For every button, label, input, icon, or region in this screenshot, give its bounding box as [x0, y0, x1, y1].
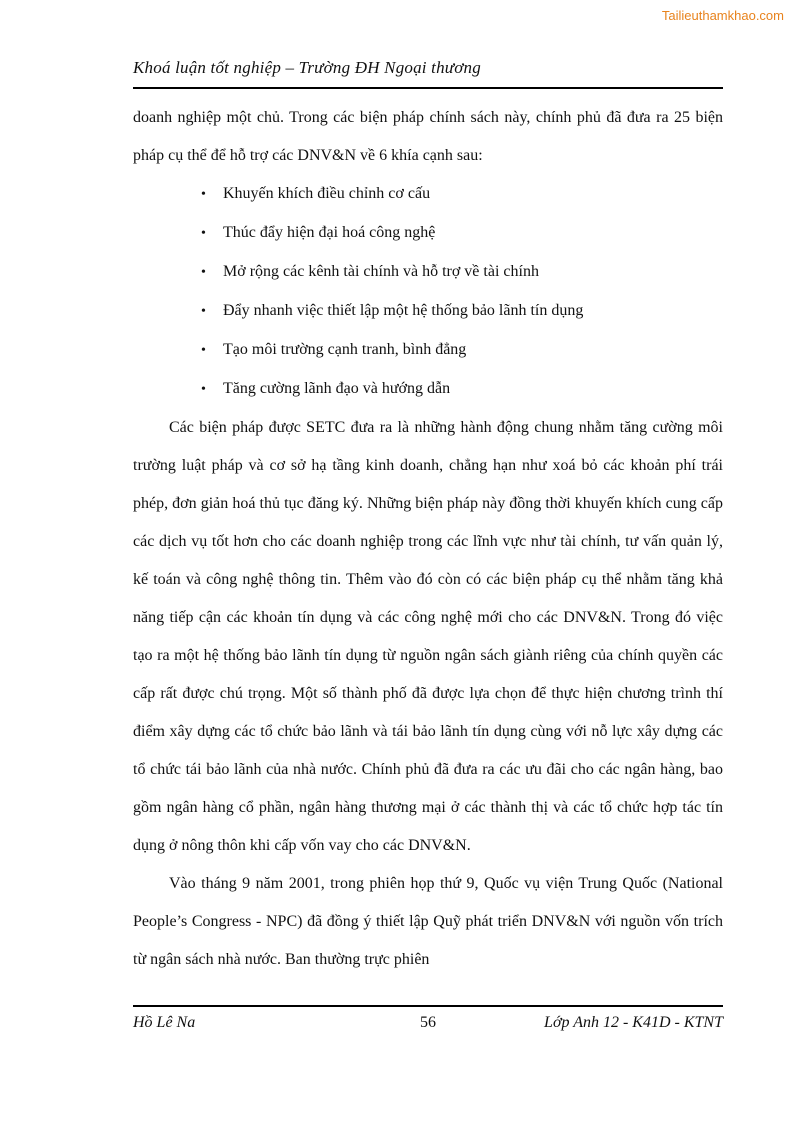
page-header	[133, 58, 723, 89]
paragraph-intro: doanh nghiệp một chủ. Trong các biện pháp chính sách này, chính phủ đã đưa ra 25 biện pháp cụ thể để hỗ trợ các DNV&N về 6 khía cạnh sau:	[133, 109, 723, 164]
list-item	[201, 253, 723, 292]
page-footer	[133, 1005, 723, 1032]
footer-page-number: 56	[420, 1014, 436, 1031]
bullet-icon: •	[201, 382, 206, 397]
list-item-text: Tạo môi trường cạnh tranh, bình đẳng	[223, 341, 467, 358]
list-item-text: Thúc đẩy hiện đại hoá công nghệ	[223, 224, 436, 241]
list-item-text: Mở rộng các kênh tài chính và hỗ trợ về tài chính	[223, 263, 539, 280]
bullet-icon: •	[201, 304, 206, 319]
list-item	[201, 292, 723, 331]
bullet-list	[133, 175, 723, 409]
footer-author: Hồ Lê Na	[133, 1014, 196, 1031]
list-item	[201, 331, 723, 370]
bullet-icon: •	[201, 226, 206, 241]
list-item	[201, 214, 723, 253]
bullet-icon: •	[201, 187, 206, 202]
list-item-text: Đẩy nhanh việc thiết lập một hệ thống bảo lãnh tín dụng	[223, 302, 584, 319]
paragraph-npc: Vào tháng 9 năm 2001, trong phiên họp thứ 9, Quốc vụ viện Trung Quốc (National People’s Congress - NPC) đã đồng ý thiết lập Quỹ phát triển DNV&N với nguồn vốn trích từ ngân sách nhà nước. Ban thường trực phiên	[133, 875, 723, 968]
list-item-text: Tăng cường lãnh đạo và hướng dẫn	[223, 380, 451, 397]
watermark-text: Tailieuthamkhao.com	[661, 8, 784, 23]
header-title: Khoá luận tốt nghiệp – Trường ĐH Ngoại thương	[133, 58, 481, 77]
bullet-icon: •	[201, 343, 206, 358]
document-body	[133, 99, 723, 999]
list-item-text: Khuyến khích điều chỉnh cơ cấu	[223, 185, 431, 202]
bullet-icon: •	[201, 265, 206, 280]
paragraph-setc: Các biện pháp được SETC đưa ra là những hành động chung nhằm tăng cường môi trường luật pháp và cơ sở hạ tầng kinh doanh, chẳng hạn như xoá bỏ các khoản phí trái phép, đơn giản hoá thủ tục đăng ký. Những biện pháp này đồng thời khuyến khích cung cấp các dịch vụ tốt hơn cho các doanh nghiệp trong các lĩnh vực như tài chính, tư vấn quản lý, kế toán và công nghệ thông tin. Thêm vào đó còn có các biện pháp cụ thể nhằm tăng khả năng tiếp cận các khoản tín dụng và các công nghệ mới cho các DNV&N. Trong đó việc tạo ra một hệ thống bảo lãnh tín dụng từ nguồn ngân sách giành riêng của chính quyền các cấp rất được chú trọng. Một số thành phố đã được lựa chọn để thực hiện chương trình thí điểm xây dựng các tổ chức bảo lãnh và tái bảo lãnh tín dụng cùng với nỗ lực xây dựng các tổ chức tái bảo lãnh của nhà nước. Chính phủ đã đưa ra các ưu đãi cho các ngân hàng, bao gồm ngân hàng cổ phần, ngân hàng thương mại ở các thành thị và các tổ chức hợp tác tín dụng ở nông thôn khi cấp vốn vay cho các DNV&N.	[133, 419, 723, 854]
list-item	[201, 175, 723, 214]
list-item	[201, 370, 723, 409]
footer-class: Lớp Anh 12 - K41D - KTNT	[544, 1014, 723, 1031]
